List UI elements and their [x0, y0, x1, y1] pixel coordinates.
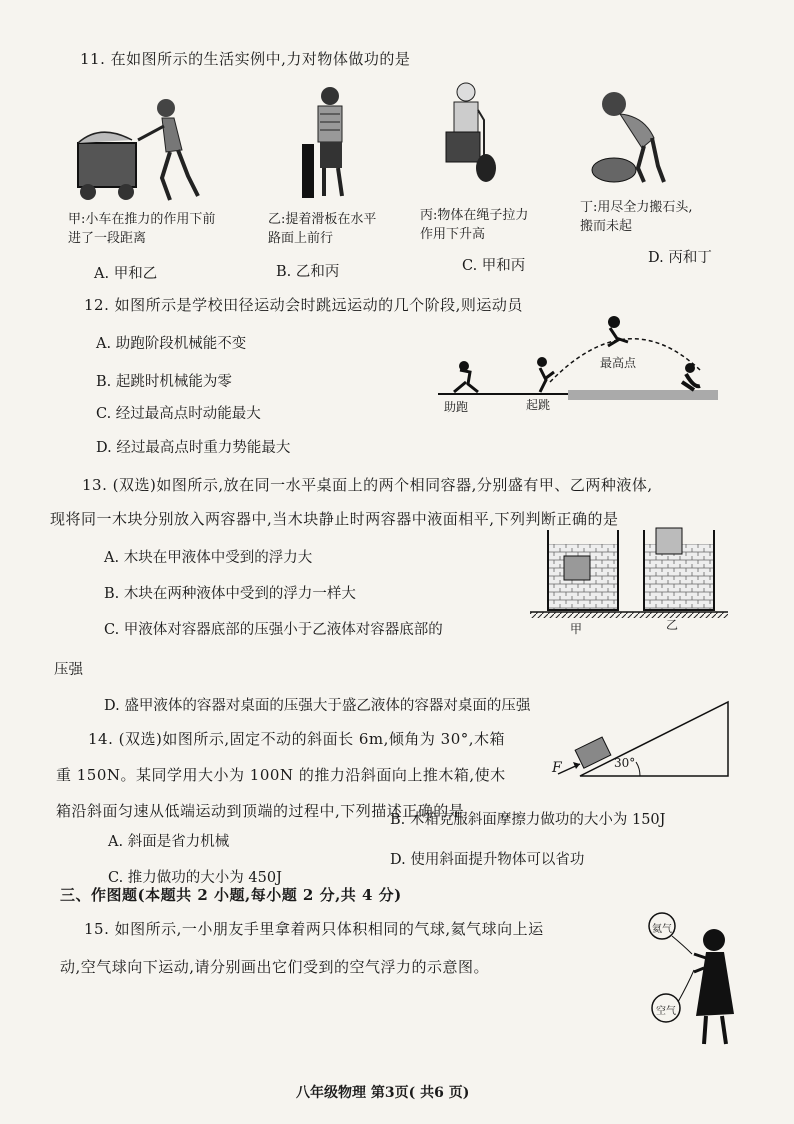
- q11-caption-yi: 乙:提着滑板在水平路面上前行: [268, 212, 377, 246]
- q12-option-a: A. 助跑阶段机械能不变: [96, 336, 247, 352]
- q14-stem-line1: 14. (双选)如图所示,固定不动的斜面长 6m,倾角为 30°,木箱: [88, 730, 506, 748]
- label-air: 空气: [656, 1006, 676, 1017]
- q13-stem-line2: 现将同一木块分别放入两容器中,当木块静止时两容器中液面相平,下列判断正确的是: [50, 510, 619, 528]
- label-yi: 乙: [666, 618, 679, 632]
- q12-stem: 12. 如图所示是学校田径运动会时跳远运动的几个阶段,则运动员: [84, 296, 523, 314]
- q12-option-b: B. 起跳时机械能为零: [96, 374, 232, 390]
- q14-option-c: C. 推力做功的大小为 450J: [108, 870, 282, 886]
- q11-option-d: D. 丙和丁: [648, 250, 712, 266]
- q13-option-a: A. 木块在甲液体中受到的浮力大: [104, 550, 313, 566]
- label-force: F: [552, 760, 562, 776]
- containers-diagram: [530, 524, 730, 620]
- q11-stem: 11. 在如图所示的生活实例中,力对物体做功的是: [80, 50, 411, 68]
- label-helium: 氦气: [652, 924, 672, 935]
- page-footer: 八年级物理 第3页( 共6 页): [296, 1085, 470, 1101]
- q11-option-a: A. 甲和乙: [94, 266, 158, 282]
- q11-option-b: B. 乙和丙: [276, 264, 340, 280]
- q15-stem-line1: 15. 如图所示,一小朋友手里拿着两只体积相同的气球,氦气球向上运: [84, 920, 544, 938]
- figure-rope-lift: [440, 80, 510, 190]
- q14-option-d: D. 使用斜面提升物体可以省功: [390, 852, 585, 868]
- q13-option-d: D. 盛甲液体的容器对桌面的压强大于盛乙液体的容器对桌面的压强: [104, 698, 531, 714]
- label-angle: 30°: [614, 756, 636, 770]
- q11-option-c: C. 甲和丙: [462, 258, 526, 274]
- figure-skateboard: [294, 84, 364, 206]
- q13-stem-line1: 13. (双选)如图所示,放在同一水平桌面上的两个相同容器,分别盛有甲、乙两种液体,: [82, 476, 653, 494]
- q13-option-c: C. 甲液体对容器底部的压强小于乙液体对容器底部的: [104, 622, 443, 638]
- incline-diagram: [550, 698, 732, 780]
- q11-caption-ding: 丁:用尽全力搬石头,搬而未起: [580, 200, 693, 234]
- label-jia: 甲: [570, 622, 583, 636]
- label-top: 最高点: [600, 356, 637, 370]
- q11-caption-bing: 丙:物体在绳子拉力作用下升高: [420, 208, 529, 242]
- q12-option-d: D. 经过最高点时重力势能最大: [96, 440, 291, 456]
- q11-caption-jia: 甲:小车在推力的作用下前进了一段距离: [68, 212, 216, 246]
- label-jump: 起跳: [526, 398, 551, 412]
- long-jump-diagram: [438, 312, 720, 408]
- section3-title: 三、作图题(本题共 2 小题,每小题 2 分,共 4 分): [60, 886, 402, 904]
- figure-stone-lift: [584, 86, 684, 188]
- q13-option-c-wrap: 压强: [54, 662, 83, 678]
- q13-option-b: B. 木块在两种液体中受到的浮力一样大: [104, 586, 356, 602]
- q15-stem-line2: 动,空气球向下运动,请分别画出它们受到的空气浮力的示意图。: [60, 958, 490, 976]
- q14-option-a: A. 斜面是省力机械: [108, 834, 230, 850]
- figure-cart-push: [70, 88, 220, 206]
- q14-option-b: B. 木箱克服斜面摩擦力做功的大小为 150J: [390, 812, 666, 828]
- q12-option-c: C. 经过最高点时动能最大: [96, 406, 261, 422]
- label-run: 助跑: [444, 400, 469, 414]
- q14-stem-line3: 箱沿斜面匀速从低端运动到顶端的过程中,下列描述正确的是: [56, 802, 465, 820]
- q14-stem-line2: 重 150N。某同学用大小为 100N 的推力沿斜面向上推木箱,使木: [56, 766, 506, 784]
